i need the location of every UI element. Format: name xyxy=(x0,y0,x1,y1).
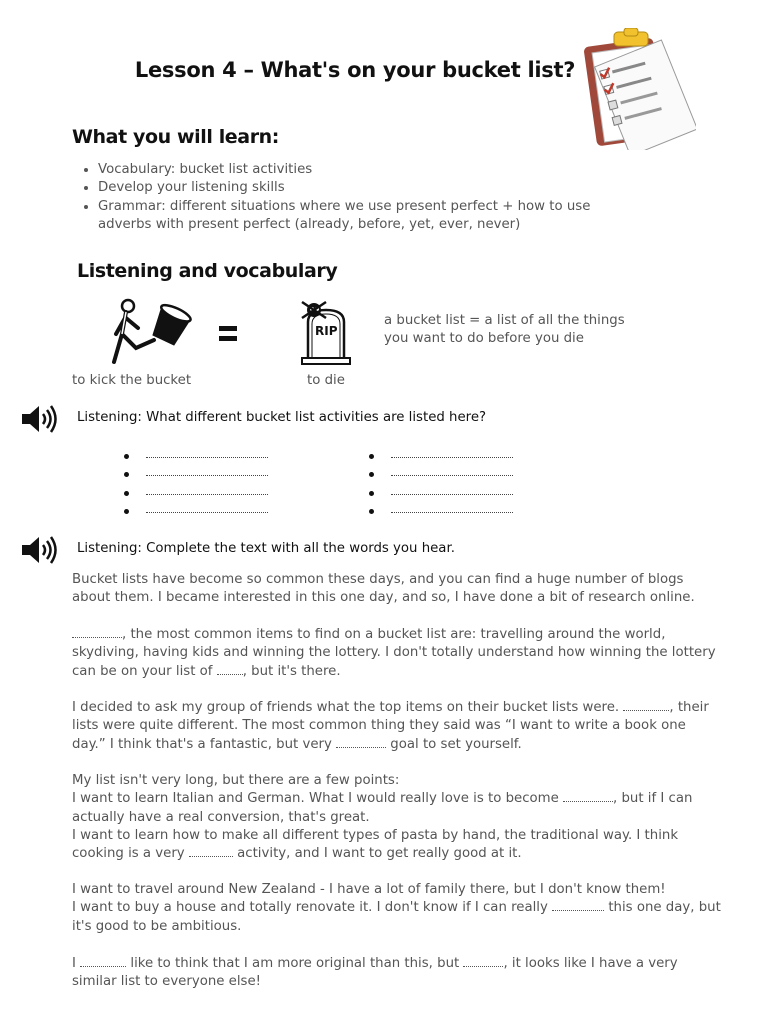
equals-sign-icon xyxy=(219,326,237,342)
speaker-icon[interactable] xyxy=(20,404,60,434)
list-item xyxy=(124,485,284,503)
paragraph-text: I want to travel around New Zealand - I have a lot of family there, but I don't know them! xyxy=(72,882,666,897)
paragraph-text: , the most common items to find on a bucket list are: travelling around the world, skydiving, having kids and winning the lottery. I don't totally understand how winning the lottery can be on your list of xyxy=(72,627,716,679)
paragraph-text: My list isn't very long, but there are a few points: xyxy=(72,773,400,788)
answer-blank[interactable] xyxy=(391,488,513,495)
answer-blank[interactable] xyxy=(463,957,503,967)
person-kicking-bucket-icon xyxy=(108,298,192,368)
answer-blank[interactable] xyxy=(391,469,513,476)
answer-blank[interactable] xyxy=(189,847,233,857)
list-item xyxy=(124,503,284,521)
paragraph xyxy=(72,699,722,754)
list-item xyxy=(369,448,529,466)
answer-blank[interactable] xyxy=(146,506,268,513)
answer-blank[interactable] xyxy=(623,701,669,711)
answer-blank[interactable] xyxy=(391,451,513,458)
paragraph xyxy=(72,955,722,992)
paragraph-text: activity, and I want to get really good at it. xyxy=(232,846,522,862)
paragraph-text: , their lists were quite different. The most common thing they said was “I want to write a book one day.” I think that's a fantastic, but very xyxy=(72,700,709,752)
list-item xyxy=(124,466,284,484)
paragraph-text: goal to set yourself. xyxy=(386,736,522,752)
paragraph-text: , it looks like I have a very similar list to everyone else! xyxy=(72,956,678,990)
blank-list-right xyxy=(369,448,529,521)
paragraph-text: I decided to ask my group of friends what the top items on their bucket lists were. xyxy=(72,700,624,715)
paragraph-text: this one day, but it's good to be ambitious. xyxy=(72,900,721,934)
bucket-list-definition: a bucket list = a list of all the things you want to do before you die xyxy=(384,313,625,347)
answer-blank[interactable] xyxy=(146,469,268,476)
page-title: Lesson 4 – What's on your bucket list? xyxy=(134,58,576,82)
learn-list xyxy=(80,161,598,234)
answer-blank[interactable] xyxy=(336,738,386,748)
paragraph-text: I xyxy=(72,956,81,971)
paragraph-text: I want to learn Italian and German. What I would really love is to become xyxy=(72,791,563,807)
listening-question-2: Listening: Complete the text with all the words you hear. xyxy=(77,541,455,556)
list-item xyxy=(369,503,529,521)
learn-item: • Grammar: different situations where we use present perfect + how to use adverbs with present perfect (already, before, yet, ever, never) xyxy=(98,198,598,235)
learn-item: • Vocabulary: bucket list activities xyxy=(98,161,598,179)
answer-blank[interactable] xyxy=(217,665,243,675)
speaker-icon[interactable] xyxy=(20,535,60,565)
answer-blank[interactable] xyxy=(72,628,122,638)
answer-blank[interactable] xyxy=(146,451,268,458)
paragraph xyxy=(72,626,722,681)
paragraph-text: like to think that I am more original than this, but xyxy=(126,956,464,971)
paragraph-text: I want to buy a house and totally renovate it. I don't know if I can really xyxy=(72,900,553,916)
paragraph-text: , but it's there. xyxy=(242,663,341,679)
paragraph-text: I want to learn how to make all different types of pasta by hand, the traditional way. I think cooking is a very xyxy=(72,827,679,862)
paragraph xyxy=(72,881,722,936)
list-item xyxy=(124,448,284,466)
die-caption: to die xyxy=(307,373,345,388)
tombstone-label: RIP xyxy=(315,324,338,338)
paragraph-text: , but if I can actually have a real conversion, that's great. xyxy=(72,791,693,825)
section-heading: Listening and vocabulary xyxy=(77,260,338,282)
answer-blank[interactable] xyxy=(563,792,613,802)
answer-blank[interactable] xyxy=(80,957,126,967)
paragraph xyxy=(72,772,722,863)
answer-blank[interactable] xyxy=(552,901,604,911)
listening-question-1: Listening: What different bucket list activities are listed here? xyxy=(77,410,487,425)
list-item xyxy=(369,466,529,484)
kick-caption: to kick the bucket xyxy=(72,373,192,388)
answer-blank[interactable] xyxy=(146,488,268,495)
list-item xyxy=(369,485,529,503)
paragraph-text: Bucket lists have become so common these days, and you can find a huge number of blogs about them. I became interested in this one day, and so, I have done a bit of research online. xyxy=(72,572,695,606)
blank-list-left xyxy=(124,448,284,521)
clipboard-checklist-icon xyxy=(584,28,696,150)
paragraph xyxy=(72,571,722,608)
learn-item: • Develop your listening skills xyxy=(98,179,598,197)
answer-blank[interactable] xyxy=(391,506,513,513)
learn-heading: What you will learn: xyxy=(72,126,280,148)
